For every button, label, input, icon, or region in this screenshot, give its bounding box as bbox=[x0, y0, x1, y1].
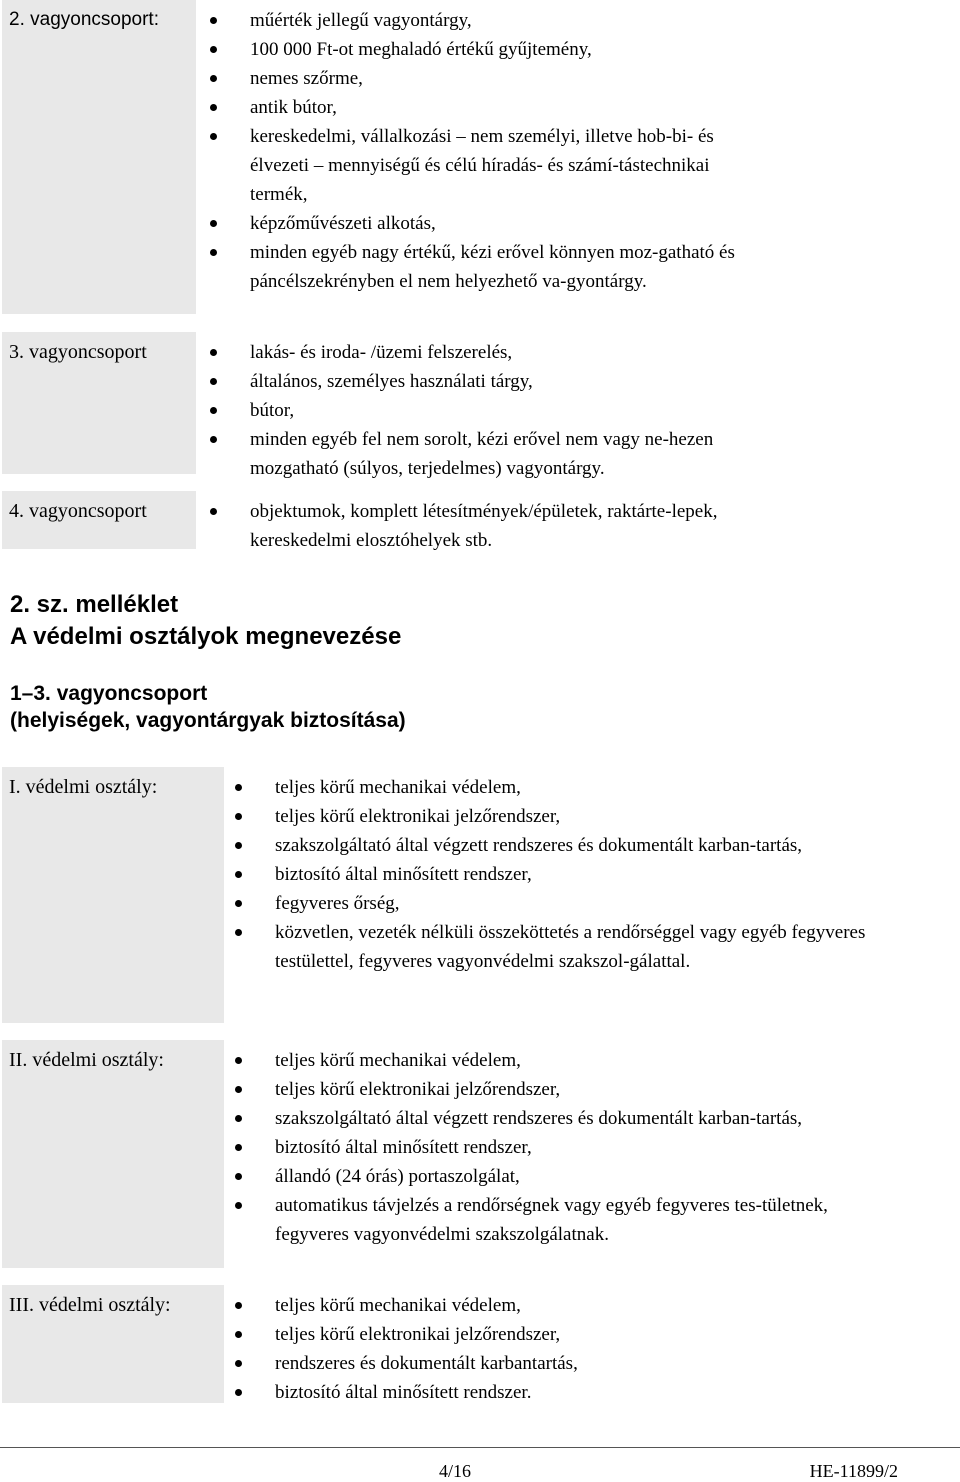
list-item: biztosító által minősített rendszer, bbox=[235, 860, 880, 889]
page-number: 4/16 bbox=[438, 1461, 471, 1481]
list-item: fegyveres őrség, bbox=[235, 889, 880, 918]
list-item: teljes körű elektronikai jelzőrendszer, bbox=[235, 802, 880, 831]
list-item: műérték jellegű vagyontárgy, bbox=[210, 6, 755, 35]
group-label-cell bbox=[2, 491, 196, 549]
section-heading: 1–3. vagyoncsoport bbox=[10, 682, 208, 705]
group-label-cell bbox=[2, 332, 196, 474]
list-item: állandó (24 órás) portaszolgálat, bbox=[235, 1162, 880, 1191]
list-item: rendszeres és dokumentált karbantartás, bbox=[235, 1349, 880, 1378]
list-item: biztosító által minősített rendszer. bbox=[235, 1378, 880, 1407]
class-label-cell bbox=[2, 767, 224, 1023]
list-item: kereskedelmi, vállalkozási – nem személyi, illetve hob-bi- és élvezeti – mennyiségű és célú híradás- és számí-tástechnikai termék, bbox=[210, 122, 755, 209]
list-item: teljes körű elektronikai jelzőrendszer, bbox=[235, 1320, 880, 1349]
list-item: általános, személyes használati tárgy, bbox=[210, 367, 755, 396]
class-label-cell bbox=[2, 1285, 224, 1403]
group-item-list bbox=[210, 6, 755, 296]
group-label: 3. vagyoncsoport bbox=[9, 341, 147, 363]
group-row-2 bbox=[0, 0, 960, 318]
list-item: minden egyéb nagy értékű, kézi erővel könnyen moz-gatható és páncélszekrényben el nem helyezhető va-gyontárgy. bbox=[210, 238, 755, 296]
list-item: szakszolgáltató által végzett rendszeres és dokumentált karban-tartás, bbox=[235, 1104, 880, 1133]
list-item: minden egyéb fel nem sorolt, kézi erővel nem vagy ne-hezen mozgatható (súlyos, terjedelmes) vagyontárgy. bbox=[210, 425, 755, 483]
list-item: teljes körű mechanikai védelem, bbox=[235, 1046, 880, 1075]
class-row-3 bbox=[0, 1285, 960, 1405]
group-item-list bbox=[210, 338, 755, 483]
list-item: szakszolgáltató által végzett rendszeres és dokumentált karban-tartás, bbox=[235, 831, 880, 860]
list-item: teljes körű mechanikai védelem, bbox=[235, 773, 880, 802]
list-item: biztosító által minősített rendszer, bbox=[235, 1133, 880, 1162]
class-row-1 bbox=[0, 767, 960, 1025]
list-item: teljes körű elektronikai jelzőrendszer, bbox=[235, 1075, 880, 1104]
group-item-list bbox=[210, 497, 755, 555]
document-reference: HE-11899/2 bbox=[809, 1461, 898, 1481]
section-subheading: (helyiségek, vagyontárgyak biztosítása) bbox=[10, 709, 406, 732]
list-item: teljes körű mechanikai védelem, bbox=[235, 1291, 880, 1320]
group-label-cell bbox=[2, 0, 196, 314]
list-item: automatikus távjelzés a rendőrségnek vagy egyéb fegyveres tes-tületnek, fegyveres vagyonvédelmi szakszolgálatnak. bbox=[235, 1191, 880, 1249]
footer-divider bbox=[0, 1447, 960, 1448]
annex-title: 2. sz. melléklet bbox=[10, 591, 179, 618]
class-item-list bbox=[235, 773, 880, 976]
list-item: antik bútor, bbox=[210, 93, 755, 122]
group-row-3 bbox=[0, 332, 960, 479]
group-label: 4. vagyoncsoport bbox=[9, 500, 147, 522]
group-row-4 bbox=[0, 491, 960, 549]
list-item: bútor, bbox=[210, 396, 755, 425]
class-label: I. védelmi osztály: bbox=[9, 776, 158, 798]
list-item: nemes szőrme, bbox=[210, 64, 755, 93]
class-label: II. védelmi osztály: bbox=[9, 1049, 164, 1071]
list-item: közvetlen, vezeték nélküli összeköttetés a rendőrséggel vagy egyéb fegyveres testülettel, fegyveres vagyonvédelmi szakszol-gálattal. bbox=[235, 918, 880, 976]
list-item: képzőművészeti alkotás, bbox=[210, 209, 755, 238]
list-item: 100 000 Ft-ot meghaladó értékű gyűjtemény, bbox=[210, 35, 755, 64]
class-item-list bbox=[235, 1291, 880, 1407]
annex-subtitle: A védelmi osztályok megnevezése bbox=[10, 623, 402, 650]
class-item-list bbox=[235, 1046, 880, 1249]
class-label-cell bbox=[2, 1040, 224, 1268]
group-label: 2. vagyoncsoport: bbox=[9, 9, 159, 30]
list-item: lakás- és iroda- /üzemi felszerelés, bbox=[210, 338, 755, 367]
list-item: objektumok, komplett létesítmények/épületek, raktárte-lepek, kereskedelmi elosztóhelyek stb. bbox=[210, 497, 755, 555]
class-label: III. védelmi osztály: bbox=[9, 1294, 171, 1316]
class-row-2 bbox=[0, 1040, 960, 1270]
